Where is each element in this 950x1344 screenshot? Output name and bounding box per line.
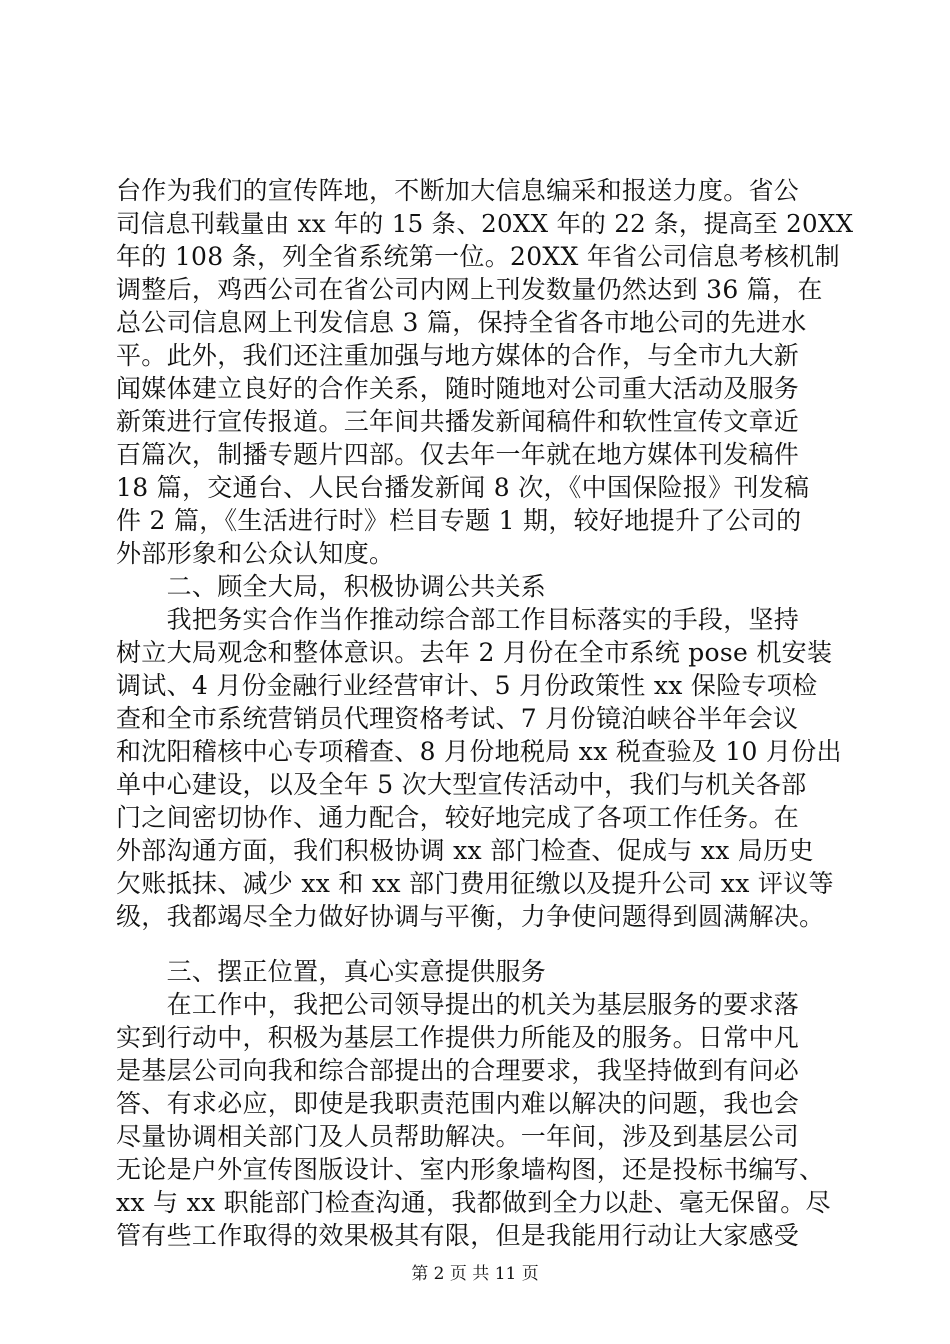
text-line: 外部形象和公众认知度。 (116, 539, 395, 568)
text-line: 查和全市系统营销员代理资格考试、7 月份镜泊峡谷半年会议 (116, 704, 799, 733)
text-line: 门之间密切协作、通力配合，较好地完成了各项工作任务。在 (116, 803, 800, 832)
text-line: 无论是户外宣传图版设计、室内形象墙构图，还是投标书编写、 (116, 1155, 825, 1184)
text-line: 调试、4 月份金融行业经营审计、5 月份政策性 xx 保险专项检 (116, 671, 818, 700)
text-line: 平。此外，我们还注重加强与地方媒体的合作，与全市九大新 (116, 341, 800, 370)
text-line: 和沈阳稽核中心专项稽查、8 月份地税局 xx 税查验及 10 月份出 (116, 737, 842, 766)
text-line: 18 篇，交通台、人民台播发新闻 8 次，《中国保险报》刊发稿 (116, 473, 810, 502)
section-heading: 三、摆正位置，真心实意提供服务 (116, 957, 547, 986)
text-line: 在工作中，我把公司领导提出的机关为基层服务的要求落 (116, 990, 800, 1019)
text-line: 件 2 篇，《生活进行时》栏目专题 1 期，较好地提升了公司的 (116, 506, 802, 535)
text-line: 总公司信息网上刊发信息 3 篇，保持全省各市地公司的先进水 (116, 308, 807, 337)
text-line: 闻媒体建立良好的合作关系，随时随地对公司重大活动及服务 (116, 374, 800, 403)
text-line: 外部沟通方面，我们积极协调 xx 部门检查、促成与 xx 局历史 (116, 836, 814, 865)
page-number-footer: 第 2 页 共 11 页 (411, 1264, 539, 1284)
text-line: 单中心建设，以及全年 5 次大型宣传活动中，我们与机关各部 (116, 770, 807, 799)
text-line: 树立大局观念和整体意识。去年 2 月份在全市系统 pose 机安装 (116, 638, 833, 667)
text-line: 管有些工作取得的效果极其有限，但是我能用行动让大家感受 (116, 1221, 800, 1250)
text-line: 司信息刊载量由 xx 年的 15 条、20XX 年的 22 条，提高至 20XX (116, 209, 854, 238)
text-line: xx 与 xx 职能部门检查沟通，我都做到全力以赴、毫无保留。尽 (116, 1188, 831, 1217)
text-line: 是基层公司向我和综合部提出的合理要求，我坚持做到有问必 (116, 1056, 800, 1085)
text-line: 调整后，鸡西公司在省公司内网上刊发数量仍然达到 36 篇，在 (116, 275, 823, 304)
text-line: 年的 108 条，列全省系统第一位。20XX 年省公司信息考核机制 (116, 242, 840, 271)
text-line: 欠账抵抹、减少 xx 和 xx 部门费用征缴以及提升公司 xx 评议等 (116, 869, 834, 898)
text-line: 答、有求必应，即使是我职责范围内难以解决的问题，我也会 (116, 1089, 800, 1118)
text-line: 我把务实合作当作推动综合部工作目标落实的手段，坚持 (116, 605, 800, 634)
text-line: 尽量协调相关部门及人员帮助解决。一年间，涉及到基层公司 (116, 1122, 800, 1151)
text-line: 百篇次，制播专题片四部。仅去年一年就在地方媒体刊发稿件 (116, 440, 800, 469)
section-heading: 二、顾全大局，积极协调公共关系 (116, 572, 547, 601)
text-line: 台作为我们的宣传阵地，不断加大信息编采和报送力度。省公 (116, 176, 800, 205)
text-line: 级，我都竭尽全力做好协调与平衡，力争使问题得到圆满解决。 (116, 902, 825, 931)
text-line: 实到行动中，积极为基层工作提供力所能及的服务。日常中凡 (116, 1023, 800, 1052)
text-line: 新策进行宣传报道。三年间共播发新闻稿件和软性宣传文章近 (116, 407, 800, 436)
